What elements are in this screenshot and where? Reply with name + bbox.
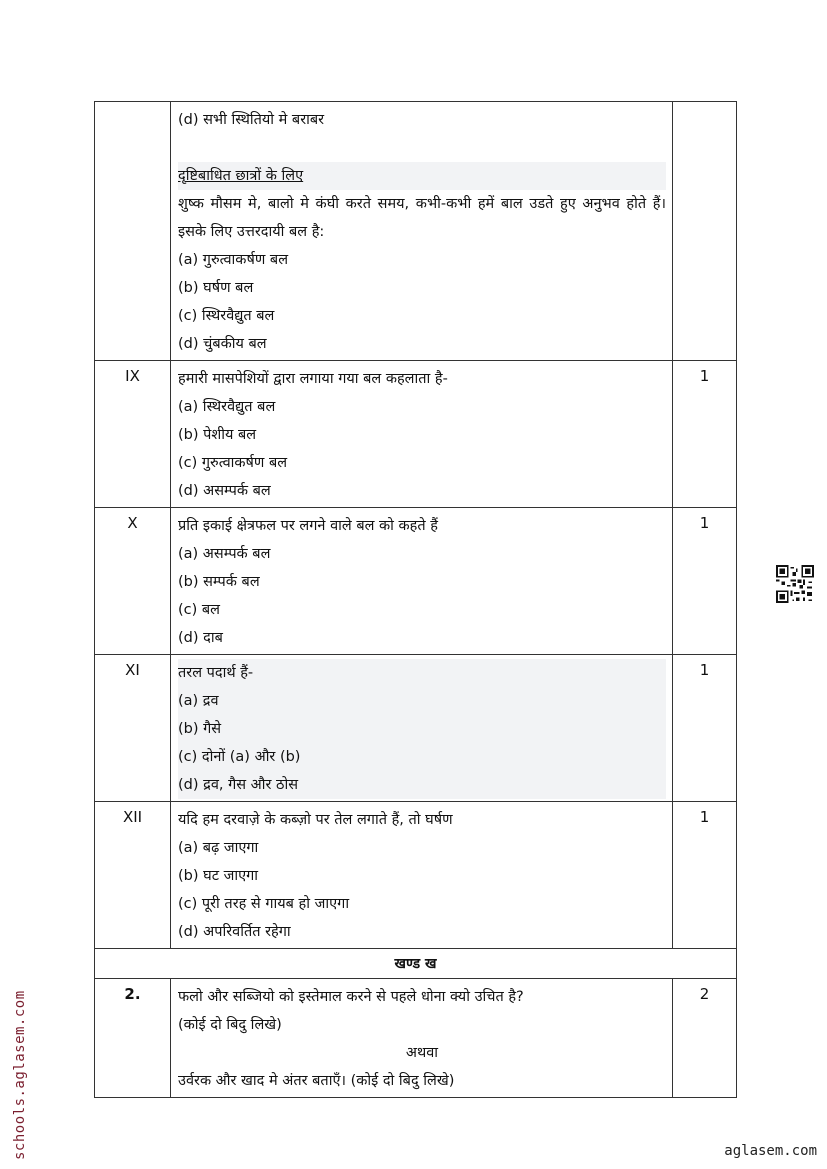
table-row <box>95 655 737 802</box>
option-line: (b) गैसे <box>178 721 222 737</box>
question-text: फलो और सब्जियो को इस्तेमाल करने से पहले धोना क्यो उचित है? <box>178 989 524 1005</box>
question-number: IX <box>95 361 171 508</box>
question-body <box>171 508 673 655</box>
question-text: तरल पदार्थ हैं- <box>178 665 254 681</box>
question-table <box>94 101 737 1098</box>
option-line: (d) द्रव, गैस और ठोस <box>178 777 299 793</box>
table-row <box>95 802 737 949</box>
table-row <box>95 361 737 508</box>
question-text: शुष्क मौसम मे, बालो मे कंघी करते समय, कभी-कभी हमें बाल उडते हुए अनुभव होते हैं। इसके लिए उत्तरदायी बल है: <box>178 196 666 240</box>
footer-watermark: aglasem.com <box>724 1143 817 1159</box>
option-line: (d) दाब <box>178 630 223 646</box>
section-heading: खण्ड ख <box>95 949 737 979</box>
option-line: (a) द्रव <box>178 693 219 709</box>
marks-cell: 1 <box>673 655 737 802</box>
option-line: (d) अपरिवर्तित रहेगा <box>178 924 291 940</box>
qr-code-icon <box>776 565 814 603</box>
table-row <box>95 508 737 655</box>
question-body <box>171 102 673 361</box>
marks-cell: 2 <box>673 979 737 1098</box>
table-row <box>95 979 737 1098</box>
question-body <box>171 361 673 508</box>
option-line: (b) सम्पर्क बल <box>178 574 260 590</box>
question-number: XII <box>95 802 171 949</box>
marks-cell: 1 <box>673 361 737 508</box>
option-line: (a) गुरुत्वाकर्षण बल <box>178 252 289 268</box>
option-line: (b) घर्षण बल <box>178 280 254 296</box>
option-line: (d) सभी स्थितियो मे बराबर <box>178 112 325 128</box>
question-text: (कोई दो बिदु लिखे) <box>178 1017 282 1033</box>
question-text: उर्वरक और खाद मे अंतर बताएँ। (कोई दो बिदु लिखे) <box>178 1073 455 1089</box>
marks-cell: 1 <box>673 508 737 655</box>
question-body <box>171 802 673 949</box>
option-line: (a) स्थिरवैद्युत बल <box>178 399 276 415</box>
option-line: (b) घट जाएगा <box>178 868 259 884</box>
or-label: अथवा <box>405 1045 439 1061</box>
question-number: 2. <box>95 979 171 1098</box>
option-line: (c) पूरी तरह से गायब हो जाएगा <box>178 896 350 912</box>
marks-cell <box>673 102 737 361</box>
option-line: (c) दोनों (a) और (b) <box>178 749 301 765</box>
option-line: (c) बल <box>178 602 221 618</box>
question-number: X <box>95 508 171 655</box>
question-body <box>171 979 673 1098</box>
option-line: (a) बढ़ जाएगा <box>178 840 259 856</box>
question-body <box>171 655 673 802</box>
vi-heading: दृष्टिबाधित छात्रों के लिए <box>178 168 304 184</box>
marks-cell: 1 <box>673 802 737 949</box>
option-line: (c) गुरुत्वाकर्षण बल <box>178 455 288 471</box>
question-number <box>95 102 171 361</box>
side-watermark: schools.aglasem.com <box>12 990 28 1160</box>
option-line: (d) असम्पर्क बल <box>178 483 271 499</box>
option-line: (a) असम्पर्क बल <box>178 546 271 562</box>
table-row <box>95 102 737 361</box>
question-text: प्रति इकाई क्षेत्रफल पर लगने वाले बल को कहते हैं <box>178 518 438 534</box>
option-line: (b) पेशीय बल <box>178 427 257 443</box>
option-line: (d) चुंबकीय बल <box>178 336 267 352</box>
question-text: हमारी मासपेशियों द्वारा लगाया गया बल कहलाता है- <box>178 371 448 387</box>
question-text: यदि हम दरवाज़े के कब्ज़ो पर तेल लगाते हैं, तो घर्षण <box>178 812 453 828</box>
option-line: (c) स्थिरवैद्युत बल <box>178 308 275 324</box>
question-number: XI <box>95 655 171 802</box>
section-row <box>95 949 737 979</box>
